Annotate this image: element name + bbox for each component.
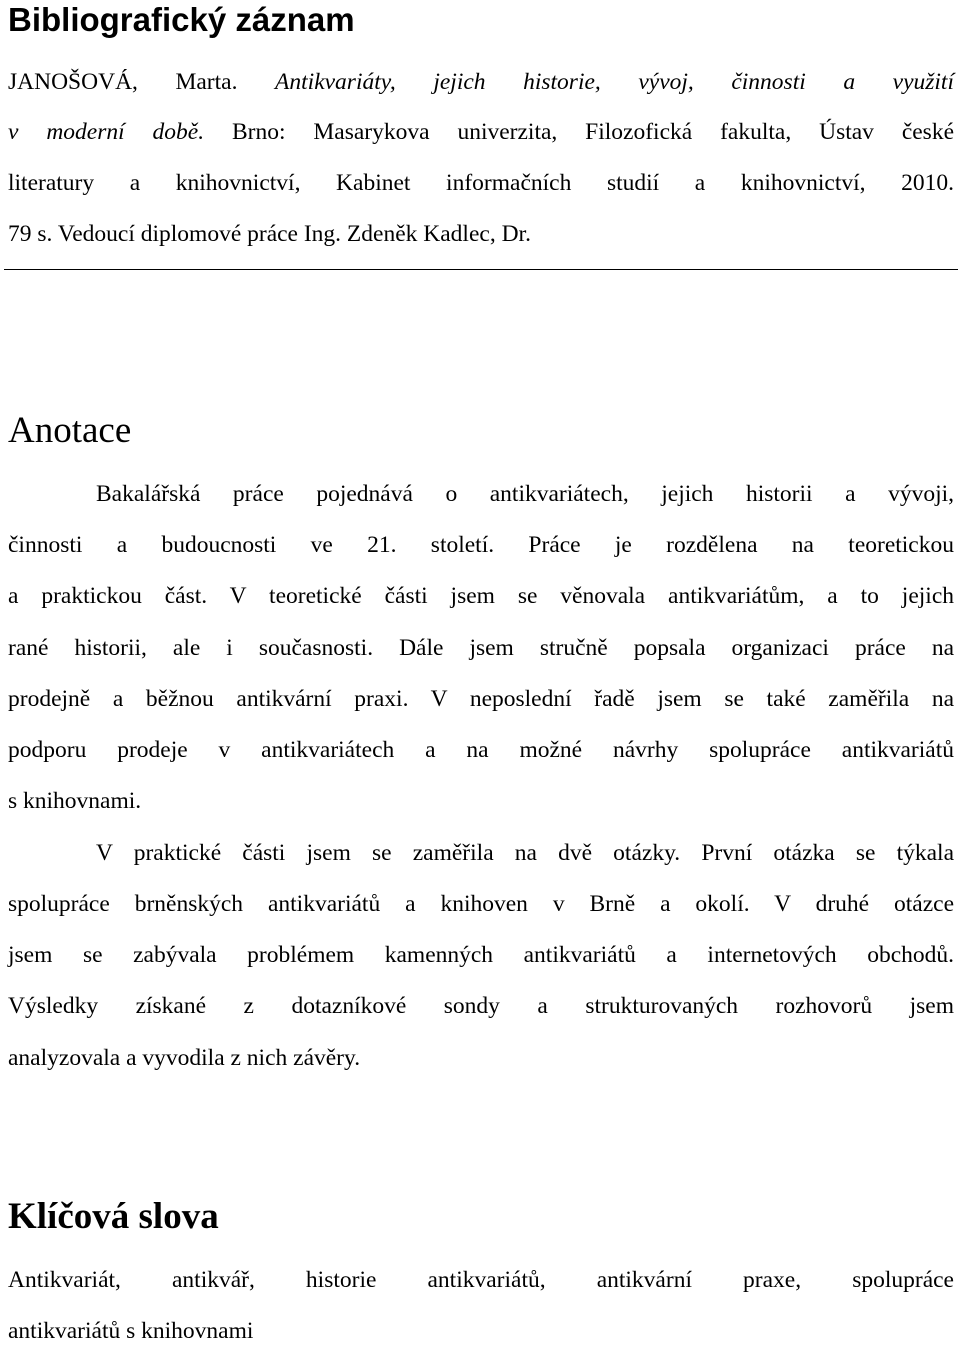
bibliography-line [8,117,954,147]
annotation-line: činnosti a budoucnosti ve 21. století. Práce je rozdělena na teoretickou [8,532,954,558]
annotation-line: V praktické části jsem se zaměřila na dvě otázky. První otázka se týkala [96,840,954,866]
horizontal-rule [4,269,958,270]
keywords-heading: Klíčová slova [8,1196,219,1237]
annotation-line: analyzovala a vyvodila z nich závěry. [8,1045,361,1071]
keywords-line: antikvariátů s knihovnami [8,1318,254,1344]
bibliography-heading: Bibliografický záznam [8,1,355,38]
bibliography-publisher: Brno: Masarykova univerzita, Filozofická fakulta, Ústav české [204,119,954,145]
annotation-line: rané historii, ale i současnosti. Dále jsem stručně popsala organizaci práce na [8,635,954,661]
annotation-line: Výsledky získané z dotazníkové sondy a strukturovaných rozhovorů jsem [8,993,954,1019]
bibliography-title: Antikvariáty, jejich historie, vývoj, činnosti a využití [275,69,954,95]
annotation-line: podporu prodeje v antikvariátech a na možné návrhy spolupráce antikvariátů [8,737,954,763]
annotation-line: jsem se zabývala problémem kamenných antikvariátů a internetových obchodů. [8,942,954,968]
bibliography-line [8,67,954,97]
keywords-line: Antikvariát, antikvář, historie antikvariátů, antikvární praxe, spolupráce [8,1267,954,1293]
bibliography-department: literatury a knihovnictví, Kabinet informačních studií a knihovnictví, 2010. [8,170,954,196]
annotation-line: a praktickou část. V teoretické části jsem se věnovala antikvariátům, a to jejich [8,583,954,609]
bibliography-line [8,168,954,198]
bibliography-line [8,219,954,249]
bibliography-author: JANOŠOVÁ, Marta. [8,69,276,95]
annotation-line: prodejně a běžnou antikvární praxi. V neposlední řadě jsem se také zaměřila na [8,686,954,712]
bibliography-title-end: v moderní době. [8,119,205,145]
annotation-line: Bakalářská práce pojednává o antikvariátech, jejich historii a vývoji, [96,481,954,507]
annotation-line: spolupráce brněnských antikvariátů a knihoven v Brně a okolí. V druhé otázce [8,891,954,917]
annotation-line: s knihovnami. [8,788,142,814]
annotation-heading: Anotace [8,410,132,451]
bibliography-supervisor: 79 s. Vedoucí diplomové práce Ing. Zdeněk Kadlec, Dr. [8,221,531,247]
